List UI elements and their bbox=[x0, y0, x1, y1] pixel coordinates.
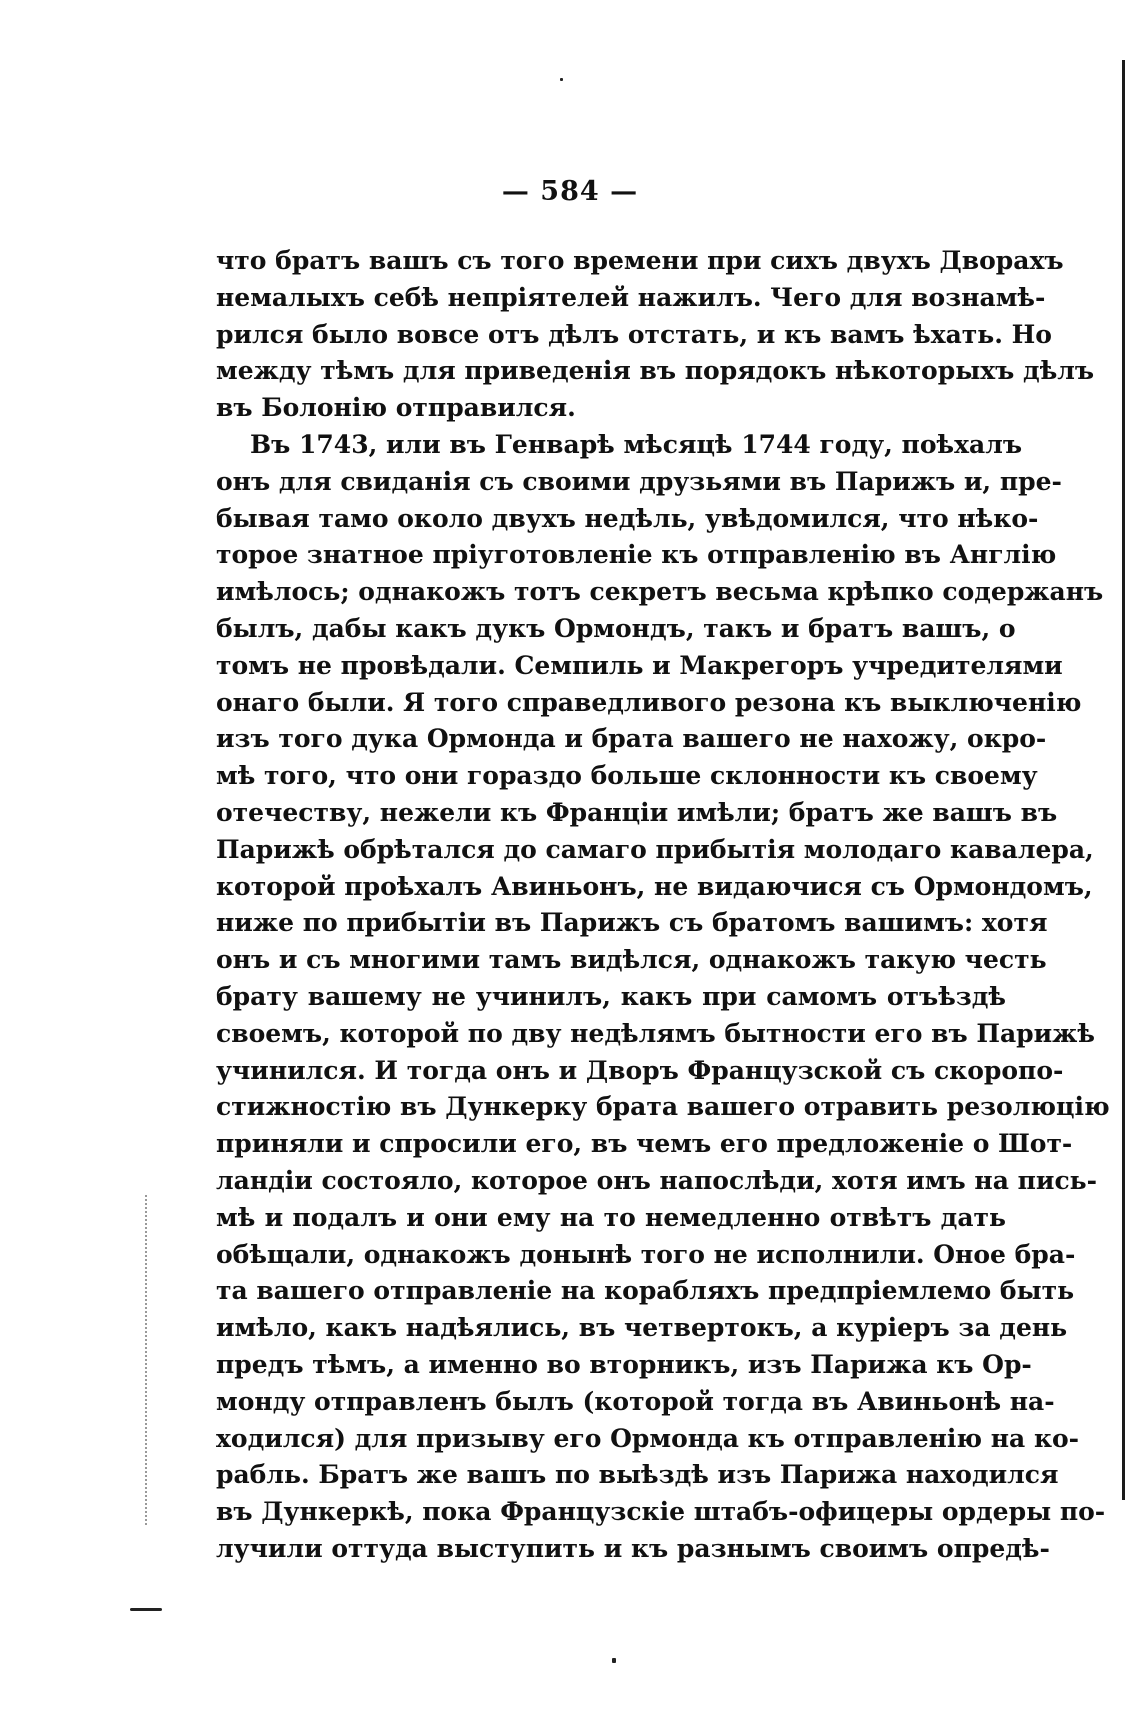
text-line: ходился) для призыву его Ормонда къ отправленію на ко- bbox=[216, 1423, 1080, 1453]
text-line: онъ и съ многими тамъ видѣлся, однакожъ такую честь bbox=[216, 945, 1047, 975]
scan-speck bbox=[612, 1658, 616, 1663]
text-line: что братъ вашъ съ того времени при сихъ двухъ Дворахъ bbox=[216, 246, 1064, 275]
text-line: Въ 1743, или въ Генварѣ мѣсяцѣ 1744 году, поѣхалъ bbox=[250, 429, 1023, 459]
text-line: мѣ того, что они гораздо больше склонности къ своему bbox=[216, 761, 1038, 791]
text-line: рился было вовсе отъ дѣлъ отстать, и къ вамъ ѣхать. Но bbox=[216, 319, 1052, 349]
text-line: онъ для свиданія съ своими друзьями въ Парижъ и, пре- bbox=[216, 466, 1062, 496]
text-line: томъ не провѣдали. Семпиль и Макрегоръ учредителями bbox=[216, 650, 1063, 680]
text-line: въ Болонію отправился. bbox=[216, 393, 576, 423]
text-line bbox=[216, 1568, 1006, 1605]
scan-speck bbox=[560, 78, 563, 81]
body-text bbox=[216, 243, 1110, 1604]
scan-dash-mark bbox=[130, 1608, 162, 1611]
text-line: та вашего отправленіе на корабляхъ предпріемлемо быть bbox=[216, 1276, 1075, 1306]
text-line: бывая тамо около двухъ недѣль, увѣдомился, что нѣко- bbox=[216, 503, 1039, 533]
text-line: ландіи состояло, которое онъ напослѣди, хотя имъ на пись- bbox=[216, 1165, 1098, 1195]
text-line: между тѣмъ для приведенія въ порядокъ нѣкоторыхъ дѣлъ bbox=[216, 356, 1095, 386]
text-line: былъ, дабы какъ дукъ Ормондъ, такъ и братъ вашъ, о bbox=[216, 613, 1016, 643]
text-line: лучили оттуда выступить и къ разнымъ своимъ опредѣ- bbox=[216, 1533, 1050, 1563]
text-line: онаго были. Я того справедливого резона къ выключенію bbox=[216, 687, 1082, 717]
text-line: отечеству, нежели къ Франціи имѣли; братъ же вашъ въ bbox=[216, 797, 1058, 827]
text-line: которой проѣхалъ Авиньонъ, не видаючися съ Ормондомъ, bbox=[216, 871, 1093, 901]
text-line: въ Дункеркѣ, пока Французскіе штабъ-офицеры ордеры по- bbox=[216, 1497, 1106, 1527]
text-line: учинился. И тогда онъ и Дворъ Французской съ скоропо- bbox=[216, 1055, 1064, 1085]
scan-margin-marks bbox=[145, 1195, 149, 1525]
text-line: предъ тѣмъ, а именно во вторникъ, изъ Парижа къ Ор- bbox=[216, 1349, 1032, 1379]
text-line: брату вашему не учинилъ, какъ при самомъ отъѣздѣ bbox=[216, 981, 1006, 1011]
text-line: монду отправленъ былъ (которой тогда въ Авиньонѣ на- bbox=[216, 1386, 1055, 1416]
text-line: стижностію въ Дункерку брата вашего отравить резолюцію bbox=[216, 1092, 1110, 1122]
text-line: ниже по прибытіи въ Парижъ съ братомъ вашимъ: хотя bbox=[216, 908, 1048, 938]
text-line: немалыхъ себѣ непріятелей нажилъ. Чего для вознамѣ- bbox=[216, 282, 1046, 312]
text-line: имѣло, какъ надѣялись, въ четвертокъ, а куріеръ за день bbox=[216, 1313, 1068, 1343]
text-line: Парижѣ обрѣтался до самаго прибытія молодаго кавалера, bbox=[216, 834, 1094, 864]
page-edge-rule bbox=[1122, 60, 1125, 1500]
text-line: имѣлось; однакожъ тотъ секретъ весьма крѣпко содержанъ bbox=[216, 577, 1104, 607]
text-line: мѣ и подалъ и они ему на то немедленно отвѣтъ дать bbox=[216, 1202, 1006, 1232]
text-line: своемъ, которой по дву недѣлямъ бытности его въ Парижѣ bbox=[216, 1018, 1095, 1048]
text-line: обѣщали, однакожъ донынѣ того не исполнили. Оное бра- bbox=[216, 1239, 1076, 1269]
page-number: — 584 — bbox=[501, 176, 639, 207]
text-line: рабль. Братъ же вашъ по выѣздѣ изъ Парижа находился bbox=[216, 1460, 1059, 1490]
text-line: торое знатное пріуготовленіе къ отправленію въ Англію bbox=[216, 540, 1057, 570]
text-line: изъ того дука Ормонда и брата вашего не нахожу, окро- bbox=[216, 724, 1047, 754]
text-line: приняли и спросили его, въ чемъ его предложеніе о Шот- bbox=[216, 1129, 1073, 1159]
